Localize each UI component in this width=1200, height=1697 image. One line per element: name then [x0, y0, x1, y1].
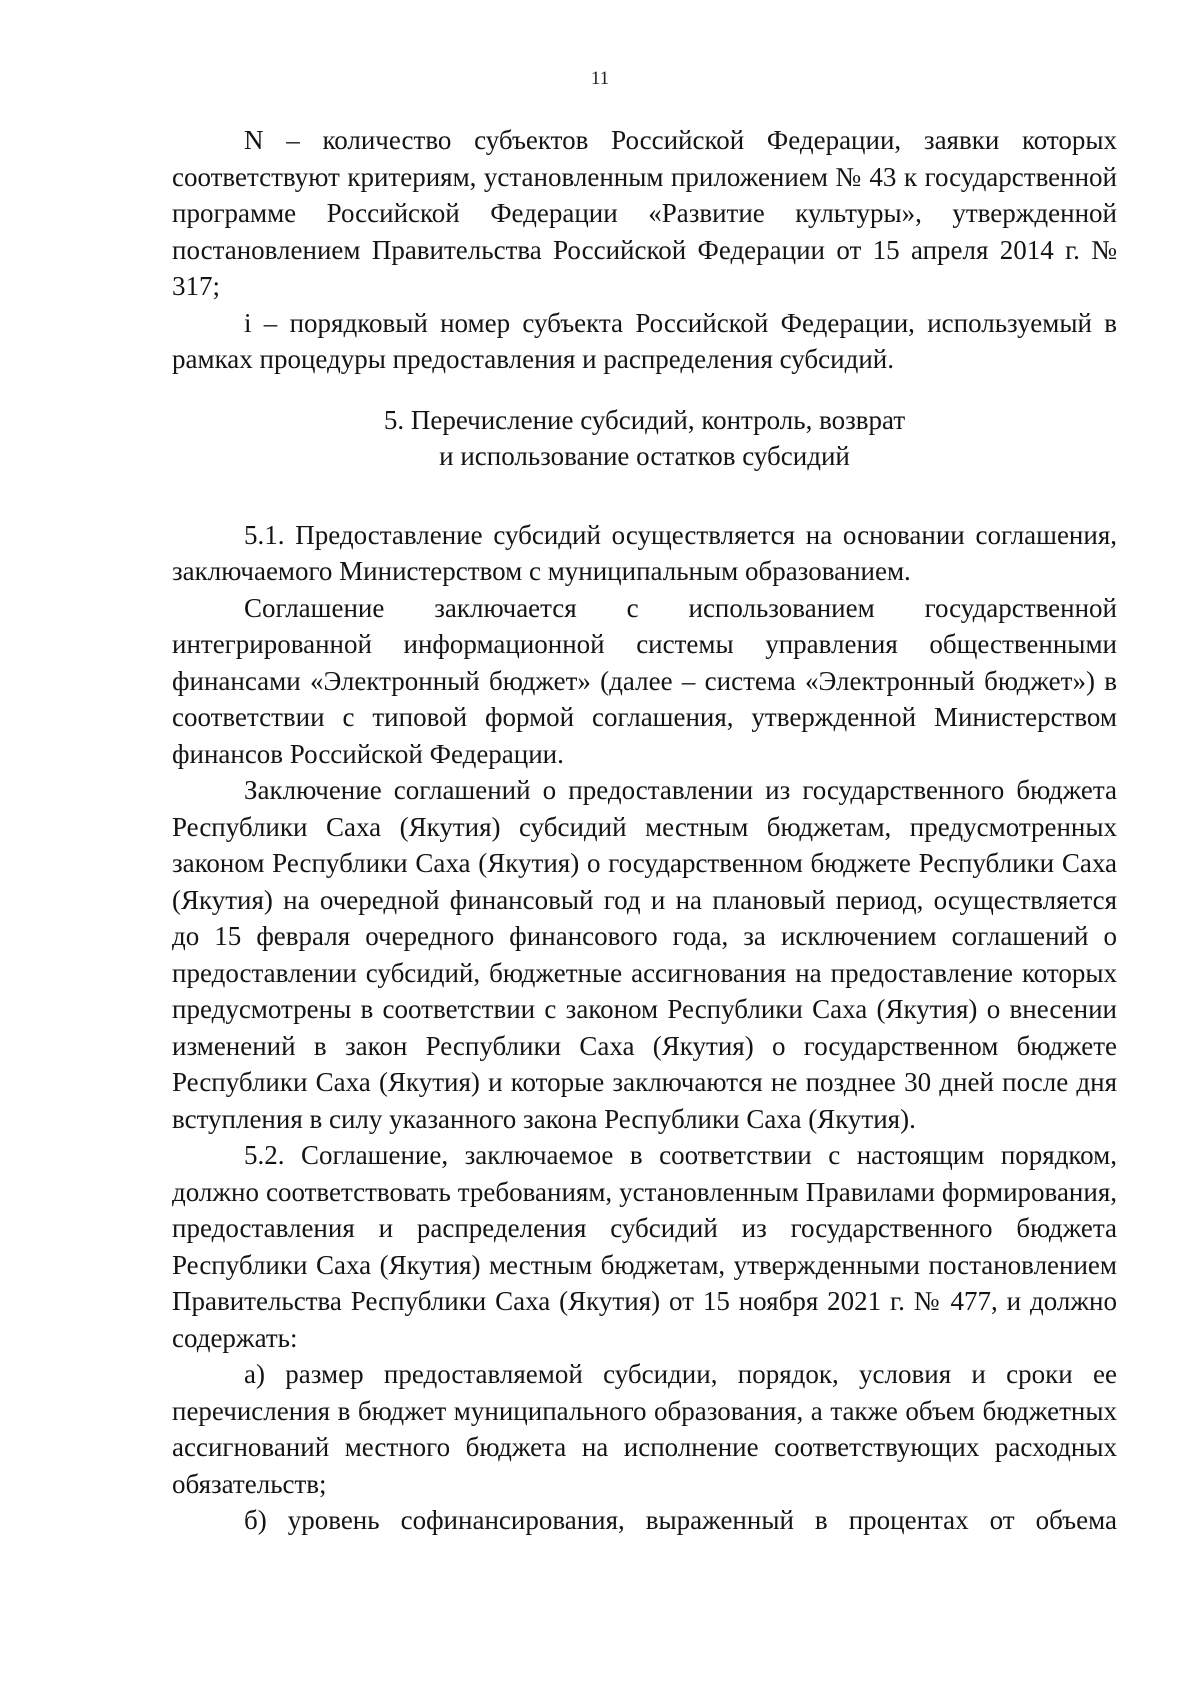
section-heading-line-1: 5. Перечисление субсидий, контроль, возврат	[383, 404, 906, 435]
paragraph-agreement-deadline: Заключение соглашений о предоставлении из государственного бюджета Республики Саха (Якутия) субсидий местным бюджетам, предусмотренных законом Республики Саха (Якутия) о государственном бюджете Республики Саха (Якутия) на очередной финансовый год и на плановый период, осуществляется до 15 февраля очередного финансового года, за исключением соглашений о предоставлении субсидий, бюджетные ассигнования на предоставление которых предусмотрены в соответствии с законом Республики Саха (Якутия) о внесении изменений в закон Республики Саха (Якутия) о государственном бюджете Республики Саха (Якутия) и которые заключаются не позднее 30 дней после дня вступления в силу указанного закона Республики Саха (Якутия).	[172, 775, 1117, 1134]
paragraph-item-a: а) размер предоставляемой субсидии, порядок, условия и сроки ее перечисления в бюджет муниципального образования, а также объем бюджетных ассигнований местного бюджета на исполнение соответствующих расходных обязательств;	[172, 1359, 1117, 1499]
document-body	[172, 122, 1117, 1539]
section-heading-line-2: и использование остатков субсидий	[439, 441, 850, 471]
paragraph-i-definition: i – порядковый номер субъекта Российской Федерации, используемый в рамках процедуры предоставления и распределения субсидий.	[172, 307, 1117, 374]
paragraph-5-1: 5.1. Предоставление субсидий осуществляется на основании соглашения, заключаемого Министерством с муниципальным образованием.	[172, 519, 1117, 586]
page-number: 11	[590, 68, 610, 89]
paragraph-agreement-system: Соглашение заключается с использованием государственной интегрированной информационной системы управления общественными финансами «Электронный бюджет» (далее – система «Электронный бюджет») в соответствии с типовой формой соглашения, утвержденной Министерством финансов Российской Федерации.	[172, 592, 1117, 769]
paragraph-n-definition: N – количество субъектов Российской Федерации, заявки которых соответствуют критериям, установленным приложением № 43 к государственной программе Российской Федерации «Развитие культуры», утвержденной постановлением Правительства Российской Федерации от 15 апреля 2014 г. № 317;	[172, 125, 1117, 301]
section-heading	[172, 402, 1117, 475]
paragraph-5-2: 5.2. Соглашение, заключаемое в соответствии с настоящим порядком, должно соответствовать требованиям, установленным Правилами формирования, предоставления и распределения субсидий из государственного бюджета Республики Саха (Якутия) местным бюджетам, утвержденными постановлением Правительства Республики Саха (Якутия) от 15 ноября 2021 г. № 477, и должно содержать:	[172, 1140, 1117, 1353]
paragraph-item-b: б) уровень софинансирования, выраженный в процентах от объема	[244, 1505, 1117, 1535]
